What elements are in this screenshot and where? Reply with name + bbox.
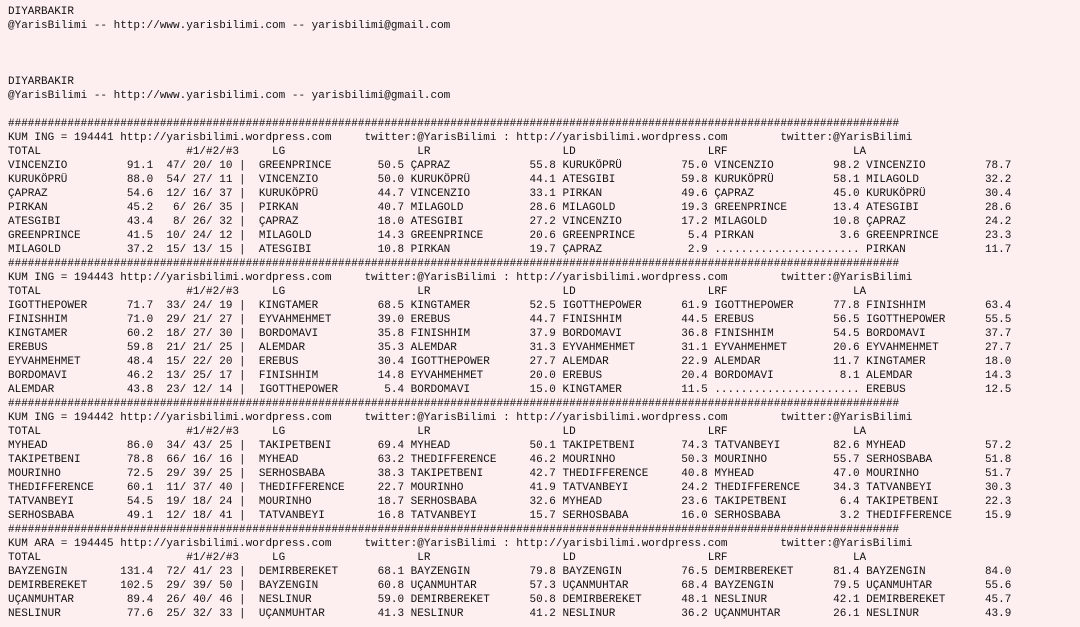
- table-row: MOURINHO 72.5 29/ 39/ 25 | SERHOSBABA 38.3 TAKIPETBENI 42.7 THEDIFFERENCE 40.8 MYHEAD 47.0 MOURINHO 51.7: [8, 468, 1012, 480]
- race-block-1: [8, 132, 1011, 256]
- table-row: MILAGOLD 37.2 15/ 13/ 15 | ATESGIBI 10.8 PIRKAN 19.7 ÇAPRAZ 2.9 ...................... PIRKAN 11.7: [8, 244, 1012, 256]
- site-credit: @YarisBilimi -- http://www.yarisbilimi.com -- yarisbilimi@gmail.com: [8, 20, 451, 32]
- table-row: BAYZENGIN 131.4 72/ 41/ 23 | DEMIRBEREKET 68.1 BAYZENGIN 79.8 BAYZENGIN 76.5 DEMIRBEREKET 81.4 BAYZENGIN 84.0: [8, 566, 1012, 578]
- column-headers: TOTAL #1/#2/#3 LG LR LD LRF LA: [8, 286, 867, 298]
- column-headers: TOTAL #1/#2/#3 LG LR LD LRF LA: [8, 552, 867, 564]
- table-row: TAKIPETBENI 78.8 66/ 16/ 16 | MYHEAD 63.2 THEDIFFERENCE 46.2 MOURINHO 50.3 MOURINHO 55.7 SERHOSBABA 51.8: [8, 454, 1012, 466]
- column-headers: TOTAL #1/#2/#3 LG LR LD LRF LA: [8, 146, 867, 158]
- table-row: ALEMDAR 43.8 23/ 12/ 14 | IGOTTHEPOWER 5.4 BORDOMAVI 15.0 KINGTAMER 11.5 ...................... EREBUS 12.5: [8, 384, 1012, 396]
- table-row: PIRKAN 45.2 6/ 26/ 35 | PIRKAN 40.7 MILAGOLD 28.6 MILAGOLD 19.3 GREENPRINCE 13.4 ATESGIBI 28.6: [8, 202, 1012, 214]
- race-block-4: [8, 538, 1011, 620]
- table-row: EYVAHMEHMET 48.4 15/ 22/ 20 | EREBUS 30.4 IGOTTHEPOWER 27.7 ALEMDAR 22.9 ALEMDAR 11.7 KINGTAMER 18.0: [8, 356, 1012, 368]
- table-row: TATVANBEYI 54.5 19/ 18/ 24 | MOURINHO 18.7 SERHOSBABA 32.6 MYHEAD 23.6 TAKIPETBENI 6.4 TAKIPETBENI 22.3: [8, 496, 1012, 508]
- race-header: KUM ING = 194441 http://yarisbilimi.wordpress.com twitter:@YarisBilimi : http://yarisbilimi.wordpress.com twitter:@YarisBilimi: [8, 132, 913, 144]
- column-headers: TOTAL #1/#2/#3 LG LR LD LRF LA: [8, 426, 867, 438]
- table-row: KINGTAMER 60.2 18/ 27/ 30 | BORDOMAVI 35.8 FINISHHIM 37.9 BORDOMAVI 36.8 FINISHHIM 54.5 BORDOMAVI 37.7: [8, 328, 1012, 340]
- report-text: [8, 5, 1011, 621]
- separator-line: #######################################################################################################################################: [8, 258, 900, 270]
- table-row: NESLINUR 77.6 25/ 32/ 33 | UÇANMUHTAR 41.3 NESLINUR 41.2 NESLINUR 36.2 UÇANMUHTAR 26.1 NESLINUR 43.9: [8, 608, 1012, 620]
- table-row: BORDOMAVI 46.2 13/ 25/ 17 | FINISHHIM 14.8 EYVAHMEHMET 20.0 EREBUS 20.4 BORDOMAVI 8.1 ALEMDAR 14.3: [8, 370, 1012, 382]
- separator-line: #######################################################################################################################################: [8, 118, 900, 130]
- table-row: ÇAPRAZ 54.6 12/ 16/ 37 | KURUKÖPRÜ 44.7 VINCENZIO 33.1 PIRKAN 49.6 ÇAPRAZ 45.0 KURUKÖPRÜ 30.4: [8, 188, 1012, 200]
- separator-line: #######################################################################################################################################: [8, 398, 900, 410]
- table-row: DEMIRBEREKET 102.5 29/ 39/ 50 | BAYZENGIN 60.8 UÇANMUHTAR 57.3 UÇANMUHTAR 68.4 BAYZENGIN 79.5 UÇANMUHTAR 55.6: [8, 580, 1012, 592]
- site-credit: @YarisBilimi -- http://www.yarisbilimi.com -- yarisbilimi@gmail.com: [8, 90, 451, 102]
- separator-line: #######################################################################################################################################: [8, 524, 900, 536]
- race-header: KUM ING = 194443 http://yarisbilimi.wordpress.com twitter:@YarisBilimi : http://yarisbilimi.wordpress.com twitter:@YarisBilimi: [8, 272, 913, 284]
- table-row: EREBUS 59.8 21/ 21/ 25 | ALEMDAR 35.3 ALEMDAR 31.3 EYVAHMEHMET 31.1 EYVAHMEHMET 20.6 EYVAHMEHMET 27.7: [8, 342, 1012, 354]
- race-header: KUM ARA = 194445 http://yarisbilimi.wordpress.com twitter:@YarisBilimi : http://yarisbilimi.wordpress.com twitter:@YarisBilimi: [8, 538, 913, 550]
- table-row: IGOTTHEPOWER 71.7 33/ 24/ 19 | KINGTAMER 68.5 KINGTAMER 52.5 IGOTTHEPOWER 61.9 IGOTTHEPOWER 77.8 FINISHHIM 63.4: [8, 300, 1012, 312]
- city-title: DIYARBAKIR: [8, 6, 75, 18]
- race-block-2: [8, 272, 1011, 396]
- table-row: KURUKÖPRÜ 88.0 54/ 27/ 11 | VINCENZIO 50.0 KURUKÖPRÜ 44.1 ATESGIBI 59.8 KURUKÖPRÜ 58.1 MILAGOLD 32.2: [8, 174, 1012, 186]
- table-row: THEDIFFERENCE 60.1 11/ 37/ 40 | THEDIFFERENCE 22.7 MOURINHO 41.9 TATVANBEYI 24.2 THEDIFFERENCE 34.3 TATVANBEYI 30.3: [8, 482, 1012, 494]
- table-row: GREENPRINCE 41.5 10/ 24/ 12 | MILAGOLD 14.3 GREENPRINCE 20.6 GREENPRINCE 5.4 PIRKAN 3.6 GREENPRINCE 23.3: [8, 230, 1012, 242]
- race-header: KUM ING = 194442 http://yarisbilimi.wordpress.com twitter:@YarisBilimi : http://yarisbilimi.wordpress.com twitter:@YarisBilimi: [8, 412, 913, 424]
- table-row: UÇANMUHTAR 89.4 26/ 40/ 46 | NESLINUR 59.0 DEMIRBEREKET 50.8 DEMIRBEREKET 48.1 NESLINUR 42.1 DEMIRBEREKET 45.7: [8, 594, 1012, 606]
- table-row: ATESGIBI 43.4 8/ 26/ 32 | ÇAPRAZ 18.0 ATESGIBI 27.2 VINCENZIO 17.2 MILAGOLD 10.8 ÇAPRAZ 24.2: [8, 216, 1012, 228]
- race-block-3: [8, 412, 1011, 522]
- table-row: MYHEAD 86.0 34/ 43/ 25 | TAKIPETBENI 69.4 MYHEAD 50.1 TAKIPETBENI 74.3 TATVANBEYI 82.6 MYHEAD 57.2: [8, 440, 1012, 452]
- table-row: FINISHHIM 71.0 29/ 21/ 27 | EYVAHMEHMET 39.0 EREBUS 44.7 FINISHHIM 44.5 EREBUS 56.5 IGOTTHEPOWER 55.5: [8, 314, 1012, 326]
- table-row: VINCENZIO 91.1 47/ 20/ 10 | GREENPRINCE 50.5 ÇAPRAZ 55.8 KURUKÖPRÜ 75.0 VINCENZIO 98.2 VINCENZIO 78.7: [8, 160, 1012, 172]
- table-row: SERHOSBABA 49.1 12/ 18/ 41 | TATVANBEYI 16.8 TATVANBEYI 15.7 SERHOSBABA 16.0 SERHOSBABA 3.2 THEDIFFERENCE 15.9: [8, 510, 1012, 522]
- city-title: DIYARBAKIR: [8, 76, 75, 88]
